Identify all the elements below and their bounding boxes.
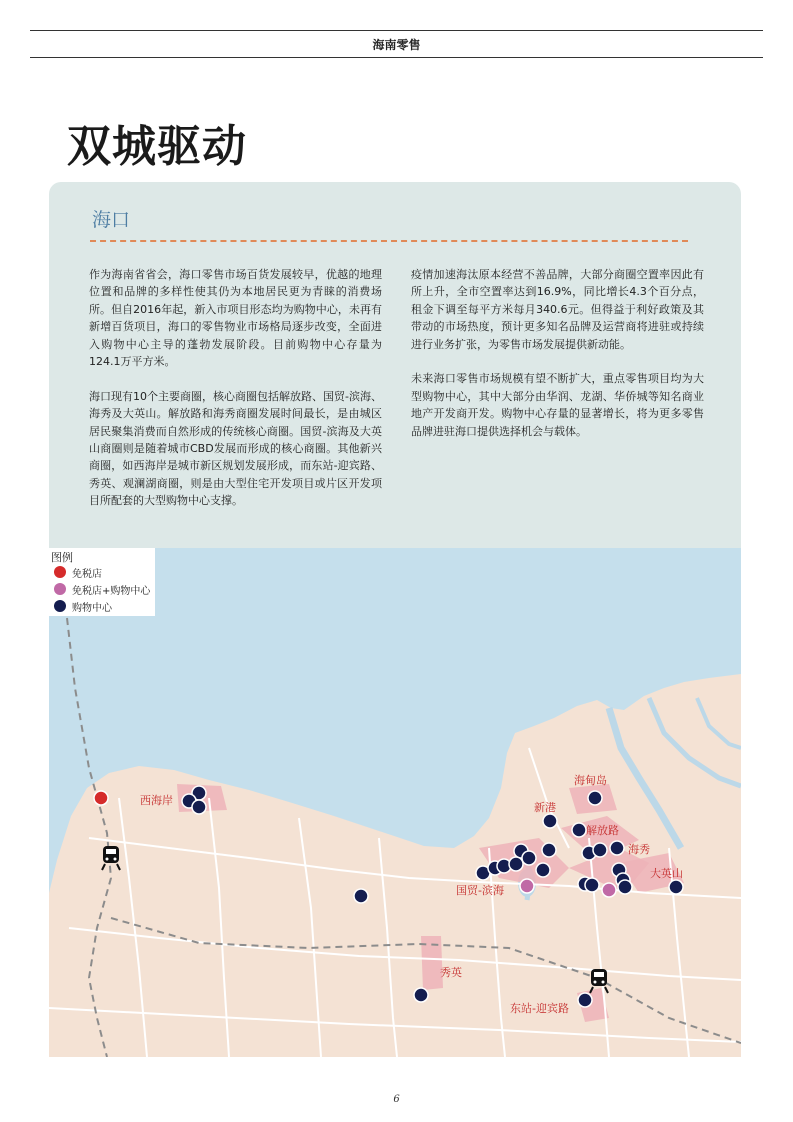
mall-marker [192,800,206,814]
mall-marker [585,878,599,892]
mall-marker [588,791,602,805]
page-title: 双城驱动 [67,121,247,172]
text-column-left [89,266,382,527]
district-label-dongzhan: 东站-迎宾路 [510,1002,569,1015]
legend-label: 免税店 [72,568,102,580]
purple-dot-icon [54,583,66,595]
header-title: 海南零售 [372,38,421,52]
duty-free-mall-marker [520,879,534,893]
mall-marker [669,880,683,894]
district-label-dayingshan: 大英山 [650,867,683,880]
mall-marker [618,880,632,894]
paragraph: 作为海南省省会，海口零售市场百货发展较早，优越的地理位置和品牌的多样性使其仍为本地居民更为青睐的消费场所。但自2016年起，新入市项目形态均为购物中心，未再有新增百货项目，海口的零售物业市场格局逐步改变，全面进入购物中心主导的蓬勃发展阶段。目前购物中心存量为124.1万平方米。 [89,268,382,369]
legend-label: 免税店+购物中心 [72,585,151,597]
map-legend [49,548,155,616]
mall-marker [593,843,607,857]
district-label-jiefanglu: 解放路 [586,824,619,837]
mall-marker [572,823,586,837]
legend-item-duty-free [54,565,102,579]
section-divider [90,240,688,242]
district-label-xingang: 新港 [534,801,556,814]
legend-label: 购物中心 [72,602,112,614]
section-title: 海口 [92,209,131,231]
navy-dot-icon [54,600,66,612]
legend-title: 图例 [51,551,73,564]
district-label-haixiu: 海秀 [628,843,650,856]
mall-marker [543,814,557,828]
mall-marker [522,851,536,865]
mall-marker [414,988,428,1002]
mall-marker [509,857,523,871]
red-dot-icon [54,566,66,578]
duty-free-marker [94,791,108,805]
paragraph: 疫情加速海汰原本经营不善品牌，大部分商圈空置率因此有所上升，全市空置率达到16.9%，同比增长4.3个百分点，租金下调至每平方米每月340.6元。但得益于利好政策及其带动的市场热度，预计更多知名品牌及运营商将进驻或持续进行业务扩张，为零售市场发展提供新动能。 [411,268,704,351]
district-label-guomao: 国贸-滨海 [456,884,504,897]
header-rule-top [30,30,763,31]
mall-marker [542,843,556,857]
legend-item-duty-free-mall [54,582,150,596]
legend-item-mall [54,599,112,613]
mall-marker [578,993,592,1007]
duty-free-mall-marker [602,883,616,897]
mall-marker [354,889,368,903]
mall-marker [610,841,624,855]
district-label-xiuying: 秀英 [440,966,462,979]
paragraph: 海口现有10个主要商圈，核心商圈包括解放路、国贸-滨海、海秀及大英山。解放路和海秀商圈发展时间最长，是由城区居民聚集消费而自然形成的传统核心商圈。国贸-滨海及大英山商圈则是随着城市CBD发展而形成的核心商圈。其他新兴商圈，如西海岸是城市新区规划发展形成，而东站-迎宾路、秀英、观澜湖商圈，则是由大型住宅开发项目或片区开发项目所配套的大型购物中心支撑。 [89,389,382,508]
header-rule-bottom [30,57,763,58]
mall-marker [536,863,550,877]
district-label-haidiandao: 海甸岛 [574,774,607,787]
paragraph: 未来海口零售市场规模有望不断扩大，重点零售项目均为大型购物中心，其中大部分由华润、龙湖、华侨城等知名商业地产开发商开发。购物中心存量的显著增长，将为更多零售品牌进驻海口提供选择机会与载体。 [411,372,704,438]
page-number: 6 [393,1094,400,1105]
text-column-right [411,266,704,457]
district-label-xihaian: 西海岸 [140,794,173,807]
